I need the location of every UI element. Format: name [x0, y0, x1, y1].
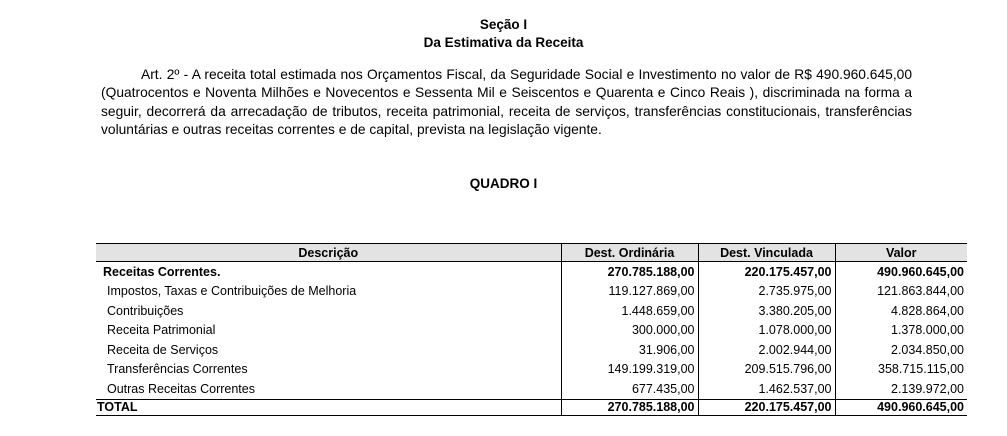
header-dest-vinculada: Dest. Vinculada: [698, 244, 835, 262]
group-vinculada: 220.175.457,00: [698, 262, 835, 282]
row-vinculada: 2.735.975,00: [698, 282, 835, 302]
row-valor: 2.034.850,00: [835, 340, 967, 360]
row-valor: 358.715.115,00: [835, 360, 967, 380]
table-row: [96, 282, 967, 302]
table-header-row: [96, 244, 967, 262]
group-desc: Receitas Correntes.: [103, 264, 221, 279]
row-ordinaria: 119.127.869,00: [561, 282, 698, 302]
header-valor: Valor: [835, 244, 967, 262]
row-vinculada: 1.462.537,00: [698, 379, 835, 399]
row-desc: Contribuições: [107, 303, 184, 318]
group-valor: 490.960.645,00: [835, 262, 967, 282]
article-paragraph: [101, 66, 912, 140]
total-valor: 490.960.645,00: [835, 399, 967, 415]
row-desc: Outras Receitas Correntes: [107, 381, 255, 396]
section-title: Seção I: [479, 17, 528, 32]
row-ordinaria: 1.448.659,00: [561, 301, 698, 321]
table-row: [96, 379, 967, 399]
table-row: [96, 360, 967, 380]
total-ordinaria: 270.785.188,00: [561, 399, 698, 415]
row-desc: Transferências Correntes: [107, 362, 248, 377]
row-vinculada: 2.002.944,00: [698, 340, 835, 360]
table-row: [96, 301, 967, 321]
row-vinculada: 3.380.205,00: [698, 301, 835, 321]
row-ordinaria: 677.435,00: [561, 379, 698, 399]
article-text: Art. 2º - A receita total estimada nos Orçamentos Fiscal, da Seguridade Social e Investimento no valor de R$ 490.960.645,00 (Quatrocentos e Noventa Milhões e Novecentos e Sessenta Mil e Seiscentos e Quarenta e Cinco Reais ), discriminada na forma a seguir, decorrerá da arrecadação de tributos, receita patrimonial, receita de serviços, transferências constitucionais, transferências voluntárias e outras receitas correntes e de capital, prevista na legislação vigente.: [101, 67, 912, 138]
total-row: [96, 399, 967, 415]
row-ordinaria: 31.906,00: [561, 340, 698, 360]
quadro-title: QUADRO I: [469, 176, 538, 191]
revenue-table: [96, 243, 967, 416]
row-ordinaria: 300.000,00: [561, 321, 698, 341]
row-valor: 121.863.844,00: [835, 282, 967, 302]
table-row: [96, 340, 967, 360]
row-valor: 1.378.000,00: [835, 321, 967, 341]
total-vinculada: 220.175.457,00: [698, 399, 835, 415]
total-desc: TOTAL: [96, 399, 561, 415]
table-row: [96, 321, 967, 341]
row-valor: 2.139.972,00: [835, 379, 967, 399]
group-row-receitas-correntes: [96, 262, 967, 282]
header-descricao: Descrição: [96, 244, 561, 262]
row-desc: Receita Patrimonial: [107, 323, 216, 338]
row-desc: Receita de Serviços: [107, 342, 219, 357]
row-ordinaria: 149.199.319,00: [561, 360, 698, 380]
header-dest-ordinaria: Dest. Ordinária: [561, 244, 698, 262]
row-vinculada: 1.078.000,00: [698, 321, 835, 341]
row-desc: Impostos, Taxas e Contribuições de Melhoria: [107, 284, 357, 299]
group-ordinaria: 270.785.188,00: [561, 262, 698, 282]
row-vinculada: 209.515.796,00: [698, 360, 835, 380]
row-valor: 4.828.864,00: [835, 301, 967, 321]
section-subtitle: Da Estimativa da Receita: [423, 35, 584, 50]
